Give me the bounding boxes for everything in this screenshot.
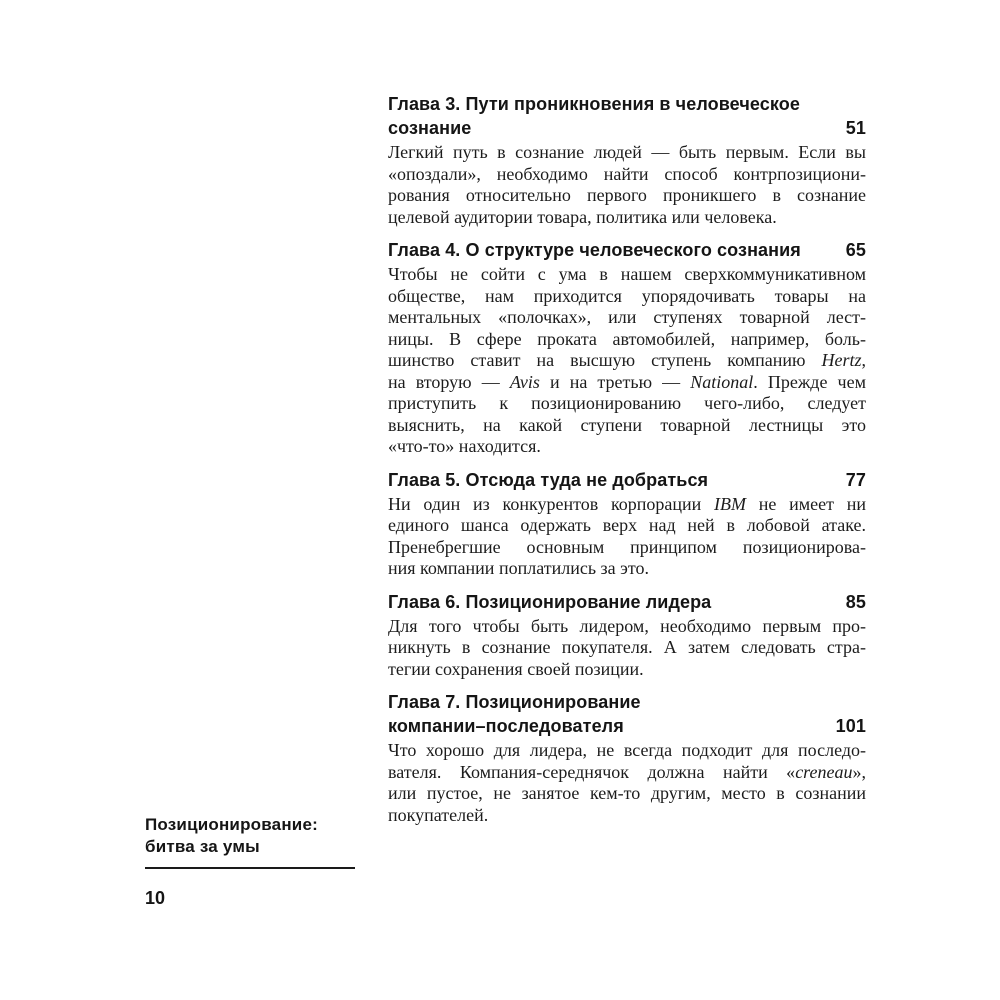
chapter-heading bbox=[388, 690, 866, 738]
chapter-summary-line: Для того чтобы быть лидером, необходимо первым про- bbox=[388, 615, 866, 636]
chapter-summary bbox=[388, 616, 866, 681]
chapter-summary-line: Ни один из конкурентов корпорации IBM не имеет ни bbox=[388, 493, 866, 514]
chapter-summary-line: приступить к позиционированию чего-либо, следует bbox=[388, 393, 866, 413]
chapter-heading-line: сознание bbox=[388, 118, 472, 138]
running-title bbox=[145, 814, 355, 858]
toc-section-chapter-5 bbox=[388, 468, 866, 580]
chapter-summary-line: ментальных «полочках», или ступенях товарной лест- bbox=[388, 307, 866, 327]
chapter-summary bbox=[388, 494, 866, 580]
running-title-line-2: битва за умы bbox=[145, 837, 260, 856]
chapter-summary-line: «опоздали», необходимо найти способ контрпозициони- bbox=[388, 163, 866, 184]
toc-section-chapter-7 bbox=[388, 690, 866, 826]
chapter-heading bbox=[388, 92, 866, 140]
chapter-summary-line: Что хорошо для лидера, не всегда подходит для последо- bbox=[388, 740, 866, 760]
chapter-summary-line: вателя. Компания-середнячок должна найти «creneau», bbox=[388, 761, 866, 782]
chapter-summary bbox=[388, 142, 866, 228]
chapter-page-number: 77 bbox=[845, 469, 866, 490]
chapter-heading bbox=[388, 468, 866, 492]
chapter-summary-line: никнуть в сознание покупателя. А затем следовать стра- bbox=[388, 637, 866, 657]
chapter-summary bbox=[388, 740, 866, 826]
chapter-summary bbox=[388, 264, 866, 458]
chapter-page-number: 65 bbox=[845, 240, 866, 260]
chapter-heading-line: Глава 7. Позиционирование bbox=[388, 692, 641, 712]
chapter-page-number: 85 bbox=[845, 591, 866, 612]
chapter-summary-line: Чтобы не сойти с ума в нашем сверхкоммуникативном bbox=[388, 264, 866, 284]
chapter-heading-line: Глава 3. Пути проникновения в человеческое bbox=[388, 94, 800, 114]
table-of-contents bbox=[388, 92, 866, 836]
toc-section-chapter-6 bbox=[388, 590, 866, 681]
chapter-heading bbox=[388, 238, 866, 262]
chapter-summary-line: выяснить, на какой ступени товарной лестницы это bbox=[388, 414, 866, 435]
chapter-summary-line: шинство ставит на высшую ступень компанию Hertz, bbox=[388, 350, 866, 370]
chapter-summary-line: ния компании поплатились за это. bbox=[388, 558, 649, 578]
page-footer bbox=[145, 814, 355, 909]
chapter-summary-line: рования относительно первого проникшего в сознание bbox=[388, 185, 866, 205]
chapter-heading-line: Глава 6. Позиционирование лидера bbox=[388, 591, 712, 612]
chapter-heading-line: компании–последователя bbox=[388, 716, 624, 736]
chapter-summary-line: целевой аудитории товара, политика или человека. bbox=[388, 206, 777, 227]
folio-page-number: 10 bbox=[145, 887, 166, 908]
footer-divider bbox=[145, 867, 355, 869]
chapter-summary-line: Легкий путь в сознание людей — быть первым. Если вы bbox=[388, 142, 866, 162]
chapter-summary-line: покупателей. bbox=[388, 804, 489, 825]
chapter-summary-line: единого шанса одержать верх над ней в лобовой атаке. bbox=[388, 515, 866, 535]
chapter-page-number: 101 bbox=[835, 716, 866, 736]
toc-section-chapter-4 bbox=[388, 238, 866, 458]
running-title-line-1: Позиционирование: bbox=[145, 815, 318, 834]
chapter-summary-line: Пренебрегшие основным принципом позиционирова- bbox=[388, 536, 866, 557]
chapter-summary-line: «что-то» находится. bbox=[388, 436, 541, 456]
chapter-summary-line: на вторую — Avis и на третью — National. Прежде чем bbox=[388, 371, 866, 392]
chapter-heading-line: Глава 5. Отсюда туда не добраться bbox=[388, 469, 709, 490]
toc-section-chapter-3 bbox=[388, 92, 866, 228]
chapter-heading-line: Глава 4. О структуре человеческого сознания bbox=[388, 240, 801, 260]
chapter-summary-line: или пустое, не занятое кем-то другим, место в сознании bbox=[388, 783, 866, 803]
chapter-page-number: 51 bbox=[845, 118, 866, 138]
chapter-summary-line: ницы. В сфере проката автомобилей, например, боль- bbox=[388, 328, 866, 349]
chapter-summary-line: тегии сохранения своей позиции. bbox=[388, 658, 644, 679]
chapter-heading bbox=[388, 590, 866, 614]
chapter-summary-line: обществе, нам приходится упорядочивать товары на bbox=[388, 285, 866, 306]
